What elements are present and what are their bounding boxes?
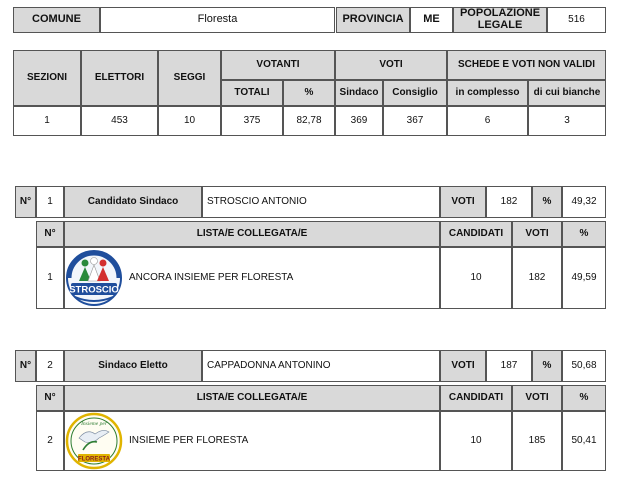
candidate-1-pct: 49,32 [562,186,606,218]
header-voti: VOTI [335,50,447,80]
list-header-lista: LISTA/E COLLEGATA/E [64,385,440,411]
header-pct: % [283,80,335,106]
candidate-2-role: Sindaco Eletto [64,350,202,382]
header-schede: SCHEDE E VOTI NON VALIDI [447,50,606,80]
value-seggi: 10 [158,106,221,136]
candidate-1-voti-label: VOTI [440,186,486,218]
list-header-voti: VOTI [512,385,562,411]
list-2-name: INSIEME PER FLORESTA [129,434,249,446]
value-sezioni: 1 [13,106,81,136]
comune-value: Floresta [100,7,335,33]
floresta-logo-subtext: Insieme per [81,421,107,427]
header-sezioni: SEZIONI [13,50,81,106]
candidate-2-voti: 187 [486,350,532,382]
comune-label: COMUNE [13,7,100,33]
floresta-logo [65,412,123,470]
value-totali: 375 [221,106,283,136]
candidate-1-n: 1 [36,186,64,218]
list-header-candidati: CANDIDATI [440,221,512,247]
candidate-2-name: CAPPADONNA ANTONINO [202,350,440,382]
candidate-1-n-label: N° [15,186,36,218]
list-1-pct: 49,59 [562,247,606,309]
header-di-cui-bianche: di cui bianche [528,80,606,106]
list-header-pct: % [562,221,606,247]
candidate-2-pct: 50,68 [562,350,606,382]
list-header-n: N° [36,221,64,247]
list-1-n: 1 [36,247,64,309]
value-di-cui-bianche: 3 [528,106,606,136]
provincia-value: ME [410,7,453,33]
stroscio-logo [65,249,123,307]
list-2-pct: 50,41 [562,411,606,471]
header-in-complesso: in complesso [447,80,528,106]
list-2-n: 2 [36,411,64,471]
candidate-1-role: Candidato Sindaco [64,186,202,218]
floresta-logo-text: FLORESTA [78,456,110,463]
header-sindaco: Sindaco [335,80,383,106]
list-1-candidati: 10 [440,247,512,309]
candidate-2-n-label: N° [15,350,36,382]
list-header-voti: VOTI [512,221,562,247]
stroscio-logo-text: STROSCIO [69,284,119,296]
list-header-n: N° [36,385,64,411]
provincia-label: PROVINCIA [336,7,410,33]
candidate-2-pct-label: % [532,350,562,382]
list-header-candidati: CANDIDATI [440,385,512,411]
candidate-2-voti-label: VOTI [440,350,486,382]
candidate-1-pct-label: % [532,186,562,218]
value-elettori: 453 [81,106,158,136]
list-2-voti: 185 [512,411,562,471]
value-pct: 82,78 [283,106,335,136]
list-1-voti: 182 [512,247,562,309]
popolazione-label: POPOLAZIONE LEGALE [453,7,547,33]
list-1-name: ANCORA INSIEME PER FLORESTA [129,271,294,283]
candidate-1-voti: 182 [486,186,532,218]
header-elettori: ELETTORI [81,50,158,106]
header-votanti: VOTANTI [221,50,335,80]
header-seggi: SEGGI [158,50,221,106]
value-sindaco: 369 [335,106,383,136]
value-consiglio: 367 [383,106,447,136]
header-consiglio: Consiglio [383,80,447,106]
list-header-lista: LISTA/E COLLEGATA/E [64,221,440,247]
header-totali: TOTALI [221,80,283,106]
popolazione-value: 516 [547,7,606,33]
list-2-candidati: 10 [440,411,512,471]
list-header-pct: % [562,385,606,411]
value-in-complesso: 6 [447,106,528,136]
candidate-1-name: STROSCIO ANTONIO [202,186,440,218]
candidate-2-n: 2 [36,350,64,382]
